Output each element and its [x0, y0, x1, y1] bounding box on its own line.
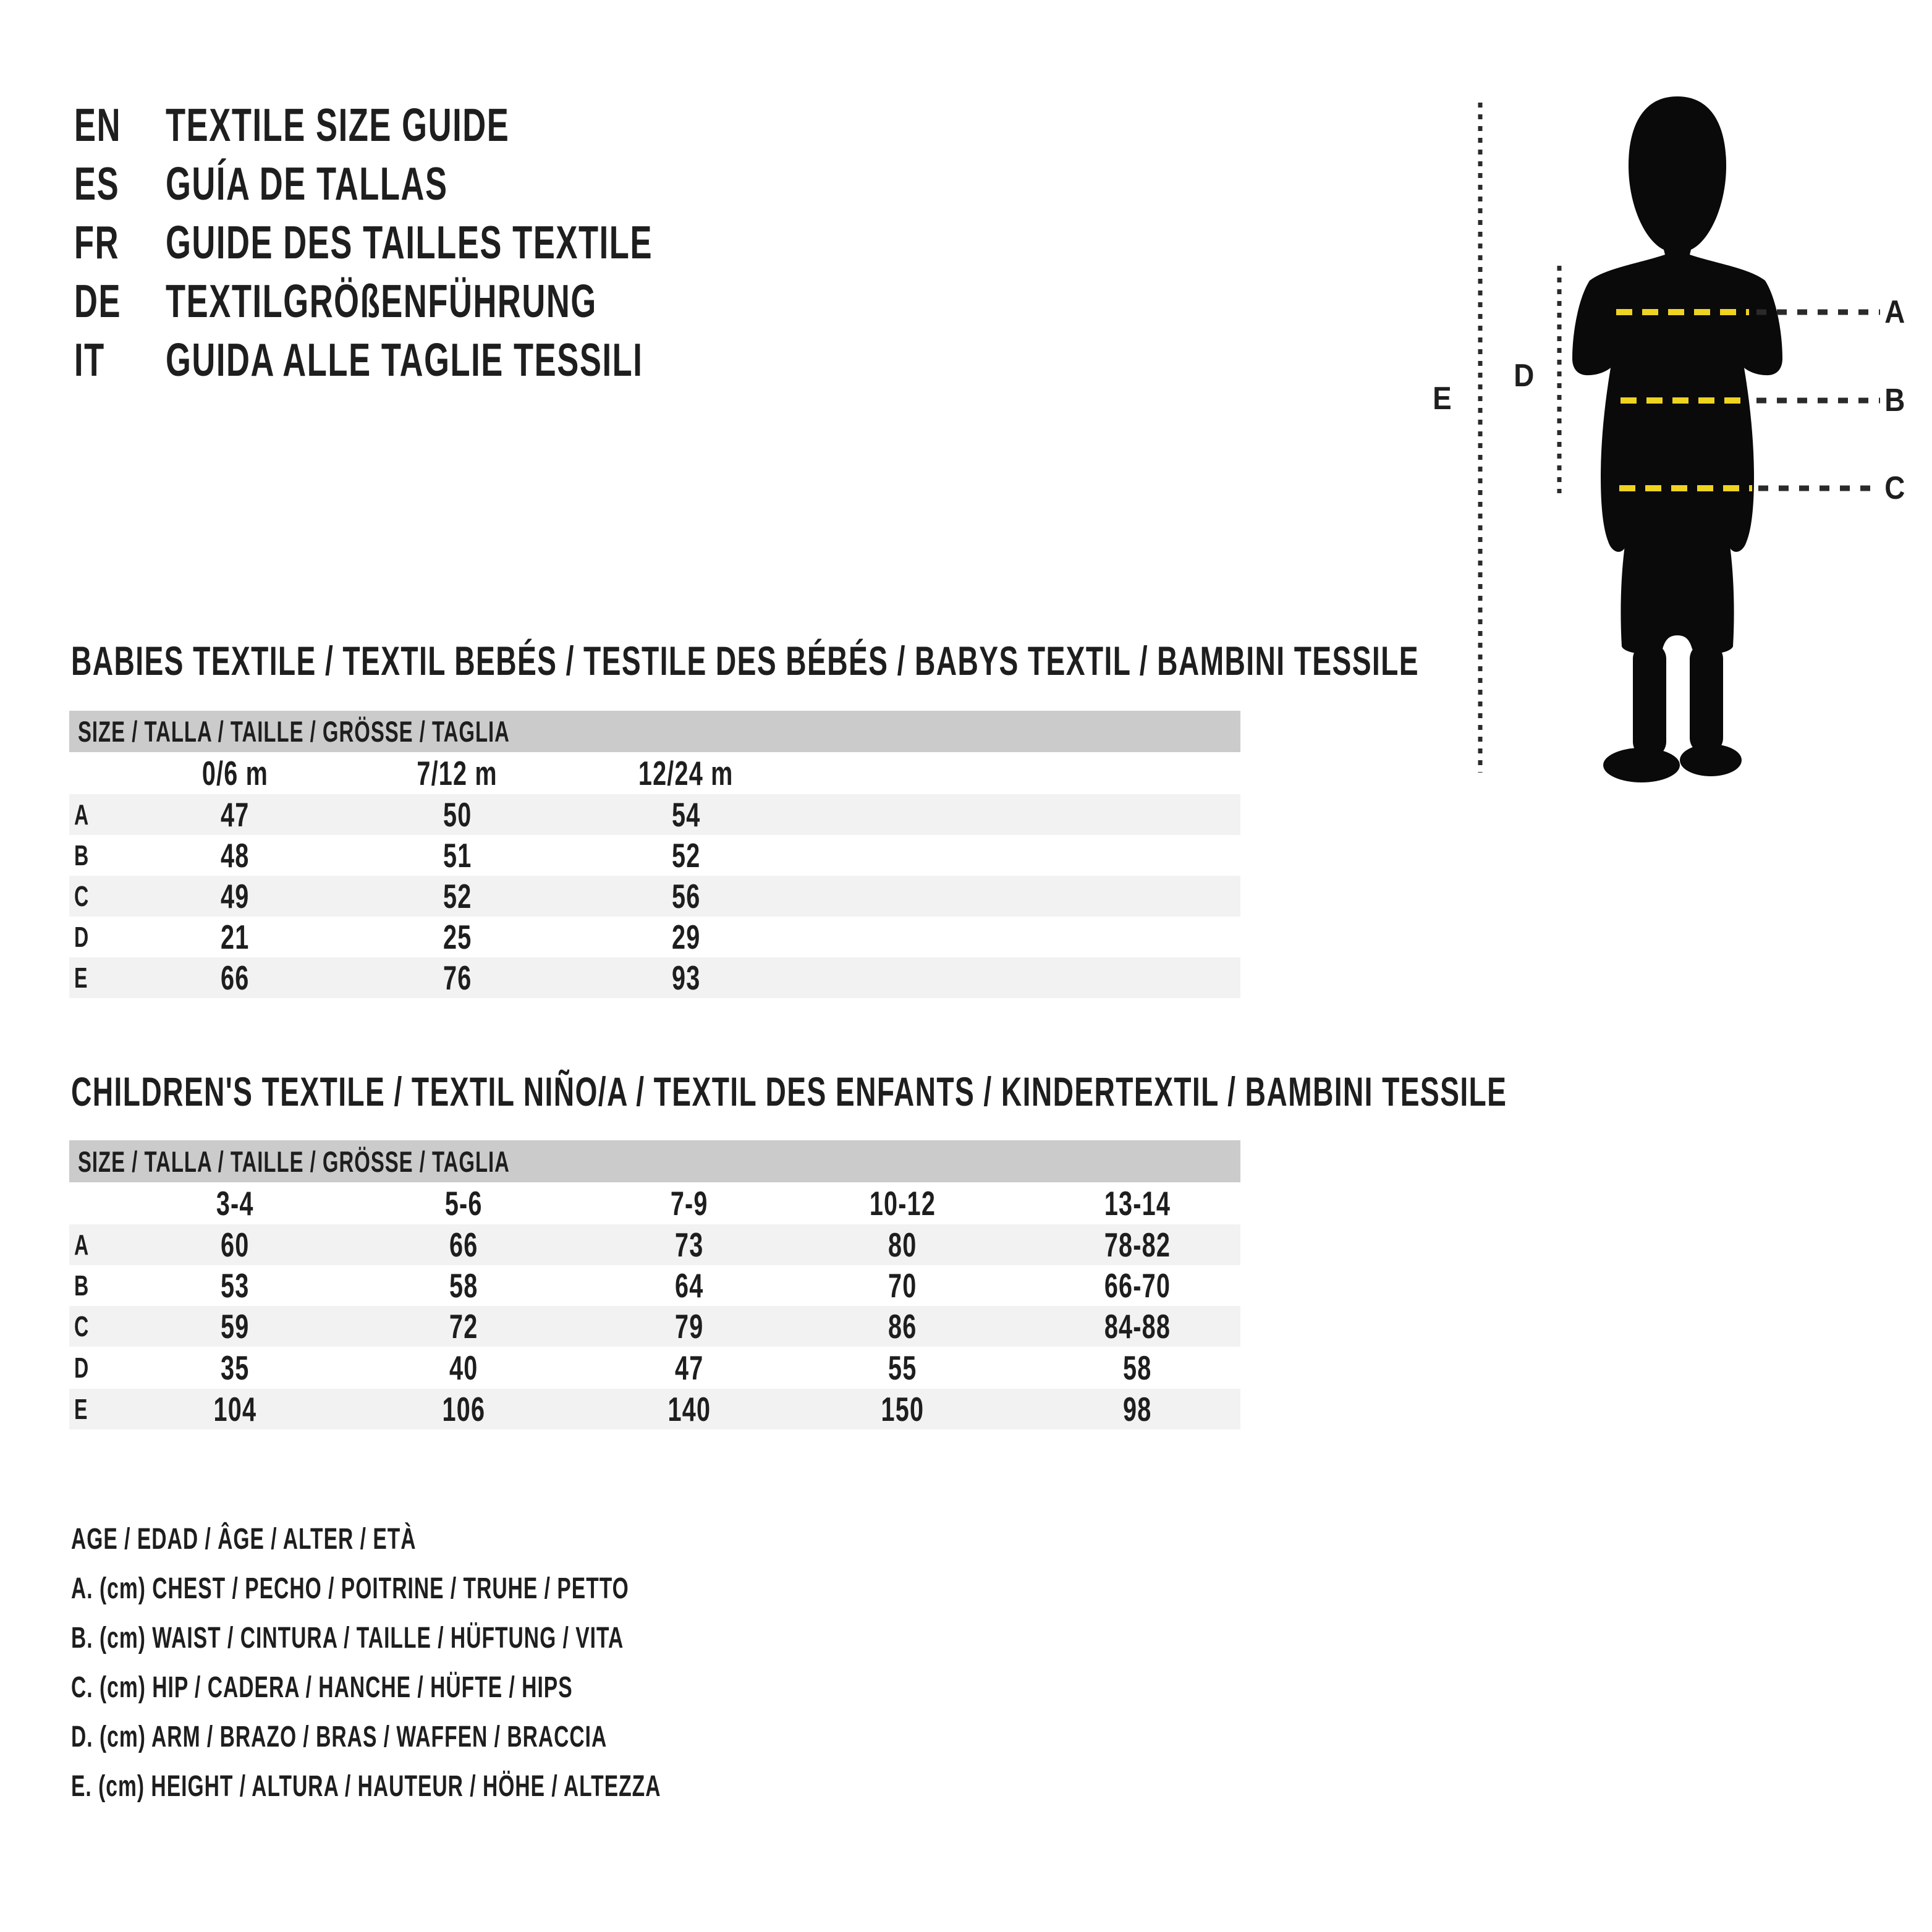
children-row-d — [69, 1347, 1240, 1388]
children-row-b — [69, 1265, 1240, 1306]
children-row-c-label: C — [74, 1310, 90, 1342]
children-col-header-3: 10-12 — [869, 1184, 936, 1222]
children-cell: 73 — [674, 1226, 704, 1264]
children-cell: 58 — [1122, 1349, 1152, 1387]
lang-title-de: TEXTILGRÖßENFÜHRUNG — [166, 275, 597, 327]
children-column-header-row — [69, 1182, 1240, 1224]
babies-cell: 93 — [671, 959, 701, 997]
babies-cell: 50 — [443, 795, 472, 834]
babies-cell: 56 — [671, 877, 701, 915]
babies-cell: 29 — [671, 918, 701, 956]
figure-label-b: B — [1884, 383, 1905, 418]
child-silhouette-body — [1572, 96, 1782, 552]
children-cell: 60 — [220, 1226, 250, 1264]
children-cell: 64 — [674, 1266, 704, 1305]
babies-cell: 54 — [671, 795, 701, 834]
babies-row-c — [69, 876, 1240, 917]
babies-row-a — [69, 794, 1240, 835]
babies-cell: 25 — [443, 918, 472, 956]
babies-col-header-1: 7/12 m — [417, 754, 498, 792]
lang-title-fr: GUIDE DES TAILLES TEXTILE — [166, 216, 653, 268]
babies-cell: 49 — [220, 877, 250, 915]
children-row-c — [69, 1306, 1240, 1347]
babies-row-a-label: A — [74, 799, 90, 831]
legend-hip: C. (cm) HIP / CADERA / HANCHE / HÜFTE / HIPS — [71, 1671, 573, 1704]
babies-cell: 51 — [443, 836, 472, 875]
babies-row-e — [69, 957, 1240, 998]
babies-row-e-label: E — [74, 962, 88, 994]
children-cell: 140 — [667, 1390, 711, 1428]
figure-label-d: D — [1514, 358, 1535, 394]
lang-code-en: EN — [74, 99, 122, 151]
babies-col-header-0: 0/6 m — [201, 754, 268, 792]
legend-arm: D. (cm) ARM / BRAZO / BRAS / WAFFEN / BRACCIA — [71, 1720, 608, 1753]
children-size-header-bar: SIZE / TALLA / TAILLE / GRÖSSE / TAGLIA — [69, 1140, 1240, 1182]
measurement-figure — [1415, 93, 1932, 810]
babies-cell: 21 — [220, 918, 250, 956]
children-row-d-label: D — [74, 1352, 90, 1384]
lang-code-it: IT — [74, 334, 105, 386]
babies-row-c-label: C — [74, 880, 90, 912]
child-silhouette-left-shoe — [1603, 748, 1680, 782]
children-cell: 55 — [888, 1349, 917, 1387]
children-cell: 66-70 — [1104, 1266, 1171, 1305]
babies-row-b — [69, 835, 1240, 876]
children-cell: 70 — [888, 1266, 917, 1305]
babies-section-title: BABIES TEXTILE / TEXTIL BEBÉS / TESTILE DES BÉBÉS / BABYS TEXTIL / BAMBINI TESSILE — [71, 638, 1419, 684]
lang-title-en: TEXTILE SIZE GUIDE — [166, 99, 510, 151]
babies-cell: 52 — [443, 877, 472, 915]
children-cell: 98 — [1122, 1390, 1152, 1428]
children-cell: 40 — [449, 1349, 478, 1387]
legend-age: AGE / EDAD / ÂGE / ALTER / ETÀ — [71, 1522, 417, 1556]
children-cell: 35 — [220, 1349, 250, 1387]
children-cell: 80 — [888, 1226, 917, 1264]
children-cell: 79 — [674, 1307, 704, 1345]
children-cell: 104 — [213, 1390, 256, 1428]
children-section-title: CHILDREN'S TEXTILE / TEXTIL NIÑO/A / TEXTIL DES ENFANTS / KINDERTEXTIL / BAMBINI TESSILE — [71, 1069, 1507, 1114]
children-row-b-label: B — [74, 1269, 90, 1302]
children-cell: 78-82 — [1104, 1226, 1171, 1264]
children-cell: 47 — [674, 1349, 704, 1387]
figure-label-e: E — [1432, 381, 1452, 417]
lang-title-es: GUÍA DE TALLAS — [166, 158, 448, 210]
lang-code-fr: FR — [74, 216, 120, 268]
children-col-header-0: 3-4 — [216, 1184, 254, 1222]
figure-label-c: C — [1884, 470, 1905, 506]
babies-cell: 47 — [220, 795, 250, 834]
children-cell: 106 — [442, 1390, 485, 1428]
figure-label-a: A — [1884, 294, 1905, 330]
children-cell: 58 — [449, 1266, 478, 1305]
children-row-e — [69, 1389, 1240, 1430]
children-col-header-1: 5-6 — [444, 1184, 483, 1222]
children-cell: 150 — [881, 1390, 924, 1428]
children-cell: 72 — [449, 1307, 478, 1345]
legend-waist: B. (cm) WAIST / CINTURA / TAILLE / HÜFTUNG / VITA — [71, 1621, 624, 1654]
babies-row-d — [69, 917, 1240, 957]
children-row-a-label: A — [74, 1229, 90, 1261]
children-col-header-4: 13-14 — [1104, 1184, 1171, 1222]
child-silhouette-right-shoe — [1680, 744, 1742, 776]
lang-code-es: ES — [74, 158, 120, 210]
babies-size-header-bar: SIZE / TALLA / TAILLE / GRÖSSE / TAGLIA — [69, 711, 1240, 752]
babies-row-d-label: D — [74, 921, 90, 953]
children-col-header-2: 7-9 — [670, 1184, 708, 1222]
children-row-a — [69, 1224, 1240, 1265]
children-cell: 86 — [888, 1307, 917, 1345]
babies-cell: 76 — [443, 959, 472, 997]
babies-column-header-row — [69, 752, 1240, 794]
children-cell: 66 — [449, 1226, 478, 1264]
legend-chest: A. (cm) CHEST / PECHO / POITRINE / TRUHE / PETTO — [71, 1572, 629, 1605]
lang-code-de: DE — [74, 275, 122, 327]
babies-cell: 48 — [220, 836, 250, 875]
lang-title-it: GUIDA ALLE TAGLIE TESSILI — [166, 334, 643, 386]
children-cell: 84-88 — [1104, 1307, 1171, 1345]
children-cell: 53 — [220, 1266, 250, 1305]
babies-cell: 52 — [671, 836, 701, 875]
legend-height: E. (cm) HEIGHT / ALTURA / HAUTEUR / HÖHE / ALTEZZA — [71, 1769, 661, 1803]
babies-col-header-2: 12/24 m — [638, 754, 734, 792]
babies-cell: 66 — [220, 959, 250, 997]
children-cell: 59 — [220, 1307, 250, 1345]
children-row-e-label: E — [74, 1393, 88, 1425]
babies-row-b-label: B — [74, 839, 90, 871]
